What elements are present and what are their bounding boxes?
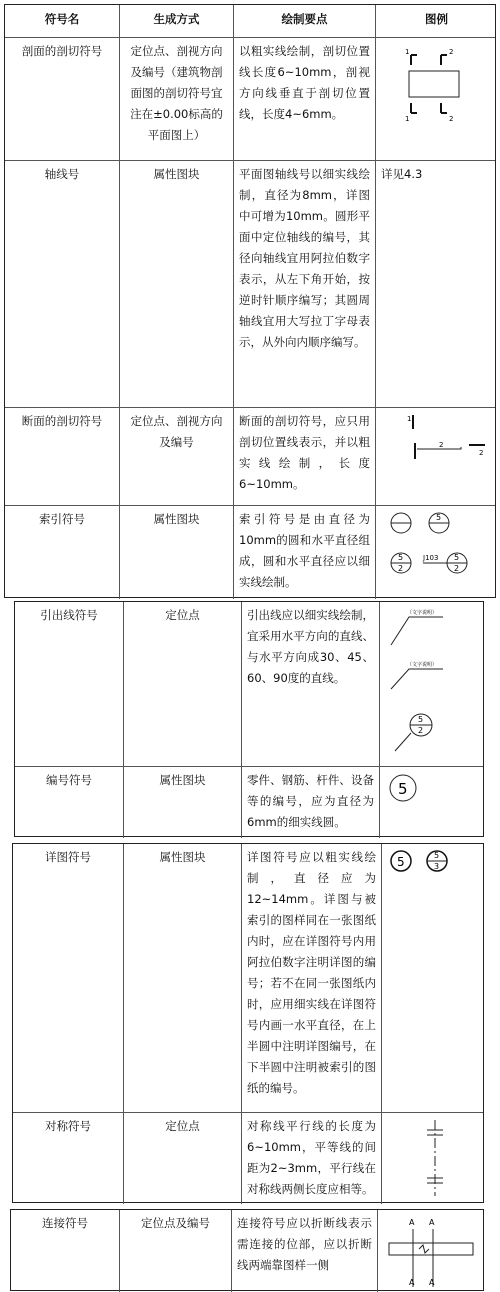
legend-label: 5 [398, 553, 404, 562]
legend-label: 1 [405, 115, 410, 123]
legend-label: （文字说明） [407, 662, 438, 668]
legend-label: 5 [398, 780, 408, 798]
drawing-points: 索引符号是由直径为10mm的圆和水平直径组成，圆和水平直径应以细实线绘制。 [233, 506, 375, 599]
table-row [15, 602, 483, 766]
legend-label: 2 [479, 449, 484, 457]
index-symbol-figure [381, 509, 493, 595]
number-symbol-figure [385, 770, 483, 834]
legend-connection [377, 1210, 485, 1292]
method: 定位点 [123, 1113, 241, 1204]
method: 属性图块 [119, 506, 233, 599]
legend-index [375, 506, 497, 599]
legend-label: 2 [449, 115, 454, 123]
legend-label: J103 [423, 554, 439, 562]
legend-label: 2 [418, 726, 424, 735]
section-break-symbol-figure [381, 411, 493, 501]
drawing-points: 详图符号应以粗实线绘制，直径应为12~14mm。详图与被索引的图样同在一张图纸内时，应在详图符号内用阿拉伯数字注明详图的编号；若不在同一张图纸内时，应用细实线在详图符号内画一水平直径，在上半圆中注明详图编号，在下半圆中注明被索引的图纸的编号。 [241, 844, 381, 1112]
drawing-points: 零件、钢筋、杆件、设备等的编号，应为直径为6mm的细实线圆。 [241, 767, 379, 838]
legend-number [379, 767, 485, 838]
symbol-name: 详图符号 [45, 850, 91, 864]
table-row [5, 407, 495, 505]
table-row [13, 1112, 483, 1204]
method: 定位点、剖视方向及编号 [119, 408, 233, 505]
legend-detail [381, 844, 485, 1112]
drawing-points: 对称线平行线的长度为6~10mm，平等线的间距为2~3mm，平行线在对称线两侧长度应相等。 [241, 1113, 381, 1204]
table-segment-4 [10, 1209, 484, 1291]
legend-section-cut [375, 38, 497, 160]
legend-label: 1 [407, 415, 412, 423]
legend-leader-line [379, 602, 485, 766]
method: 属性图块 [119, 161, 233, 407]
legend-label: 5 [418, 715, 424, 724]
header-method: 生成方式 [119, 5, 233, 37]
detail-symbol-figure [387, 847, 483, 907]
symbol-name: 索引符号 [39, 512, 85, 526]
legend-label: A [409, 1278, 415, 1287]
header-legend: 图例 [375, 5, 497, 37]
table-row [5, 505, 495, 599]
symbol-name: 轴线号 [44, 167, 80, 181]
method: 属性图块 [123, 767, 241, 838]
legend-label: A [429, 1218, 435, 1227]
drawing-points: 以粗实线绘制，剖切位置线长度6~10mm，剖视方向线垂直于剖切位置线，长度4~6mm。 [233, 38, 375, 160]
table-segment-1 [4, 4, 496, 598]
method: 定位点 [123, 602, 241, 766]
legend-label: 3 [434, 862, 440, 871]
connection-symbol-figure [383, 1213, 483, 1289]
symbol-name: 编号符号 [46, 773, 92, 787]
legend-label: A [429, 1278, 435, 1287]
legend-label: 1 [405, 48, 410, 56]
legend-label: 5 [436, 513, 442, 522]
legend-axis-note: 详见4.3 [375, 161, 497, 407]
symbol-name: 剖面的剖切符号 [21, 44, 103, 58]
table-segment-3 [12, 843, 484, 1203]
table-segment-2 [14, 601, 484, 837]
symbol-name: 引出线符号 [40, 608, 98, 622]
symbol-name: 断面的剖切符号 [21, 414, 103, 428]
table-row [13, 844, 483, 1112]
table-row [5, 160, 495, 407]
leader-line-symbol-figure [385, 605, 483, 761]
drawing-points: 连接符号应以折断线表示需连接的位部，应以折断线两端靠图样一侧 [231, 1210, 377, 1292]
legend-label: 2 [439, 441, 444, 449]
legend-label: 2 [449, 48, 454, 56]
legend-label: 5 [434, 851, 440, 860]
method: 定位点、剖视方向及编号（建筑物剖面图的剖切符号宜注在±0.00标高的平面图上） [119, 38, 233, 160]
legend-label: 2 [398, 564, 404, 573]
legend-label: 5 [397, 855, 405, 869]
header-symbol-name: 符号名 [44, 12, 80, 26]
method: 属性图块 [123, 844, 241, 1112]
table-row [5, 37, 495, 160]
legend-label: A [409, 1218, 415, 1227]
method: 定位点及编号 [119, 1210, 231, 1292]
symmetry-symbol-figure [387, 1116, 483, 1200]
legend-symmetry [381, 1113, 485, 1204]
symbol-name: 对称符号 [45, 1119, 91, 1133]
section-cut-symbol-figure [381, 41, 493, 153]
legend-label: （文字说明） [407, 610, 438, 616]
table-header-row [5, 5, 495, 37]
table-row [11, 1210, 483, 1292]
table-row [15, 766, 483, 838]
legend-label: 5 [454, 553, 460, 562]
header-drawing-points: 绘制要点 [233, 5, 375, 37]
drawing-points: 断面的剖切符号，应只用剖切位置线表示，并以粗实线绘制，长度6~10mm。 [233, 408, 375, 505]
drawing-points: 引出线应以细实线绘制，宜采用水平方向的直线、与水平方向成30、45、60、90度的直线。 [241, 602, 379, 766]
legend-section-break [375, 408, 497, 505]
legend-label: 2 [454, 564, 460, 573]
drawing-points: 平面图轴线号以细实线绘制，直径为8mm，详图中可增为10mm。圆形平面中定位轴线的编号，其径向轴线宜用阿拉伯数字表示，从左下角开始，按逆时针顺序编写；其圆周轴线宜用大写拉丁字母表示，从外向内顺序编写。 [233, 161, 375, 407]
symbol-name: 连接符号 [42, 1216, 88, 1230]
